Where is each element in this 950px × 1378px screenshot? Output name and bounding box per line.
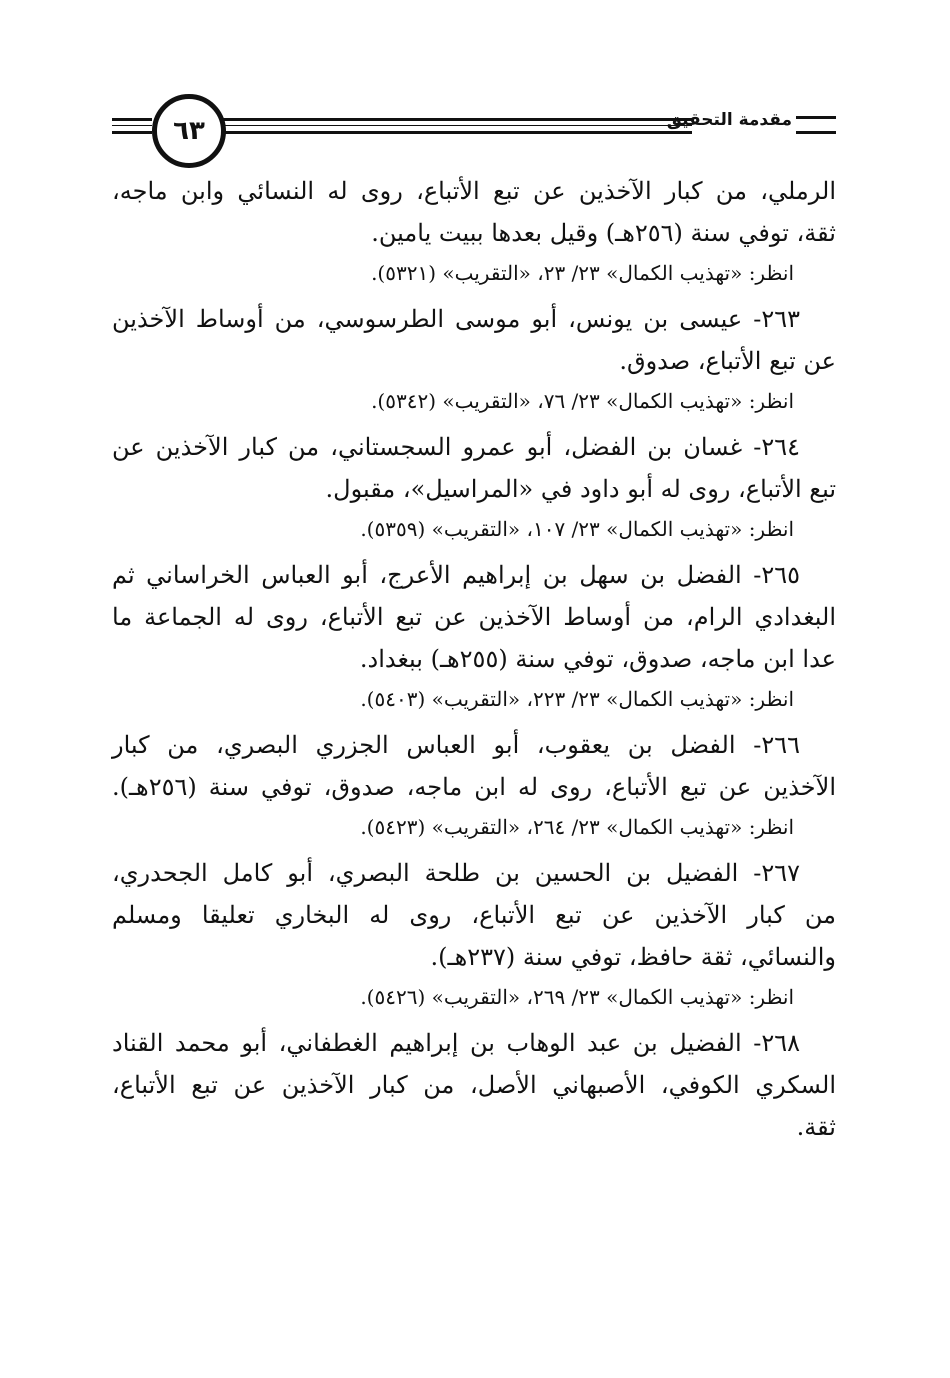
header-end-mark [796,116,836,134]
reference-line: انظر: «تهذيب الكمال» ٢٣/ ٢٦٩، «التقريب» (٥٤٢٦). [360,985,794,1009]
header-rule [222,118,692,121]
page-number: ٦٣ [173,116,205,146]
entry-first-line: ٢٦٥- الفضل بن سهل بن إبراهيم الأعرج، أبو العباس الخراساني ثم [112,561,800,589]
entry-first-line: ٢٦٦- الفضل بن يعقوب، أبو العباس الجزري البصري، من كبار [112,731,800,759]
page-header [112,90,836,166]
entry-267 [112,852,836,1016]
reference-line: انظر: «تهذيب الكمال» ٢٣/ ٧٦، «التقريب» (٥٣٤٢). [371,389,794,413]
text-line: تبع الأتباع، روى له أبو داود في «المراسيل»، مقبول. [325,475,836,503]
entry-first-line: ٢٦٨- الفضيل بن عبد الوهاب بن إبراهيم الغطفاني، أبو محمد القناد [112,1029,800,1057]
entry-first-line: ٢٦٧- الفضيل بن الحسين بن طلحة البصري، أبو كامل الجحدري، [112,859,800,887]
text-line: البغدادي الرام، من أوساط الآخذين عن تبع الأتباع، روى له الجماعة ما [112,603,836,631]
entry-266 [112,724,836,846]
header-rule [222,125,692,126]
page-number-badge [152,94,226,168]
entry-first-line: ٢٦٣- عيسى بن يونس، أبو موسى الطرسوسي، من أوساط الآخذين [112,305,800,333]
text-line: والنسائي، ثقة حافظ، توفي سنة (٢٣٧هـ). [430,943,836,971]
reference-line: انظر: «تهذيب الكمال» ٢٣/ ١٠٧، «التقريب» (٥٣٥٩). [360,517,794,541]
header-rule [112,131,152,134]
entry-265 [112,554,836,718]
entry-first-line: ٢٦٤- غسان بن الفضل، أبو عمرو السجستاني، من كبار الآخذين عن [112,433,800,461]
text-line: الآخذين عن تبع الأتباع، روى له ابن ماجه، صدوق، توفي سنة (٢٥٦هـ). [112,773,836,801]
text-line: ثقة. [796,1113,836,1141]
entry-268 [112,1022,836,1148]
text-line: عن تبع الأتباع، صدوق. [619,347,836,375]
reference-line: انظر: «تهذيب الكمال» ٢٣/ ٢٢٣، «التقريب» (٥٤٠٣). [360,687,794,711]
text-line: الرملي، من كبار الآخذين عن تبع الأتباع، روى له النسائي وابن ماجه، [112,177,836,205]
reference-line: انظر: «تهذيب الكمال» ٢٣/ ٢٦٤، «التقريب» (٥٤٢٣). [360,815,794,839]
text-line: من كبار الآخذين عن تبع الأتباع، روى له البخاري تعليقا ومسلم [112,901,836,929]
text-line: ثقة، توفي سنة (٢٥٦هـ) وقيل بعدها ببيت يامين. [371,219,836,247]
text-line: عدا ابن ماجه، صدوق، توفي سنة (٢٥٥هـ) ببغداد. [359,645,836,673]
text-line: السكري الكوفي، الأصبهاني الأصل، من كبار الآخذين عن تبع الأتباع، [112,1071,836,1099]
entry-263 [112,298,836,420]
header-rule [112,118,152,121]
entry-264 [112,426,836,548]
entry-continuation [112,170,836,292]
page-body [112,170,836,1148]
reference-line: انظر: «تهذيب الكمال» ٢٣/ ٢٣، «التقريب» (٥٣٢١). [371,261,794,285]
header-rule [112,125,152,126]
header-rule [222,131,692,134]
section-title: مقدمة التحقيق [666,110,792,130]
